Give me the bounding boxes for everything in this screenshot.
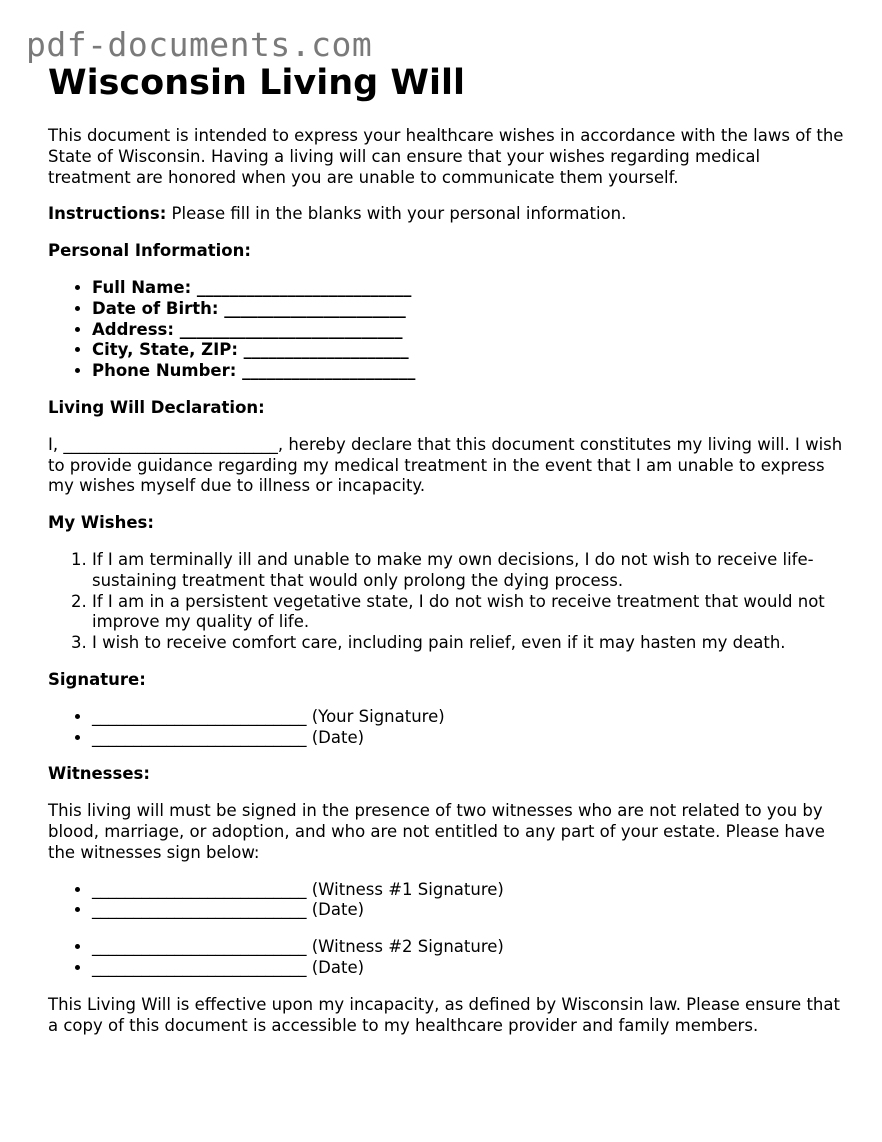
signature-heading: Signature: xyxy=(48,669,146,689)
intro-paragraph: This document is intended to express your healthcare wishes in accordance with the laws of the State of Wisconsin. Having a living will can ensure that your wishes regarding medical treatment are honored when you are unable to communicate them yourself. xyxy=(48,126,844,187)
field-label: Date of Birth: xyxy=(92,298,219,318)
witness-2-list xyxy=(48,937,848,979)
field-label: Address: xyxy=(92,319,174,339)
signature-list xyxy=(48,707,848,749)
instructions-text: Please fill in the blanks with your personal information. xyxy=(166,204,627,224)
witnesses-paragraph: This living will must be signed in the presence of two witnesses who are not related to you by blood, marriage, or adoption, and who are not entitled to any part of your estate. Please have the witnesses sign below: xyxy=(48,801,825,862)
declaration-heading: Living Will Declaration: xyxy=(48,397,265,417)
witness-2-date-line[interactable]: • __________________________ (Date) xyxy=(92,958,848,979)
full-name-field[interactable] xyxy=(92,278,848,299)
declaration-paragraph: I, __________________________, hereby declare that this document constitutes my living will. I wish to provide guidance regarding my medical treatment in the event that I am unable to express my wishes myself due to illness or incapacity. xyxy=(48,434,843,496)
witness-1-signature-line[interactable]: • __________________________ (Witness #1 Signature) xyxy=(92,880,848,901)
field-blank: ______________________ xyxy=(218,298,406,318)
wish-item: 1. If I am terminally ill and unable to make my own decisions, I do not wish to receive life-sustaining treatment that would only prolong the dying process. xyxy=(92,550,848,592)
date-of-birth-field[interactable] xyxy=(92,299,848,320)
closing-paragraph: This Living Will is effective upon my incapacity, as defined by Wisconsin law. Please ensure that a copy of this document is accessible to my healthcare provider and family members. xyxy=(48,994,840,1035)
instructions-paragraph xyxy=(48,204,848,225)
your-signature-line[interactable]: • __________________________ (Your Signature) xyxy=(92,707,848,728)
personal-info-list xyxy=(48,278,848,382)
field-blank: ____________________ xyxy=(237,340,409,360)
wishes-list xyxy=(48,550,848,654)
field-label: Full Name: xyxy=(92,277,192,297)
field-label: City, State, ZIP: xyxy=(92,340,238,360)
personal-info-heading: Personal Information: xyxy=(48,241,251,261)
address-field[interactable] xyxy=(92,320,848,341)
witness-1-list xyxy=(48,880,848,922)
document-page xyxy=(48,62,848,1052)
field-blank: __________________________ xyxy=(191,277,412,297)
page-title: Wisconsin Living Will xyxy=(48,63,465,103)
witness-1-date-line[interactable]: • __________________________ (Date) xyxy=(92,900,848,921)
field-blank: _____________________ xyxy=(236,361,416,381)
wishes-heading: My Wishes: xyxy=(48,513,154,533)
field-label: Phone Number: xyxy=(92,361,237,381)
field-blank: ___________________________ xyxy=(173,319,403,339)
wish-item: 3. I wish to receive comfort care, including pain relief, even if it may hasten my death. xyxy=(92,633,848,654)
witness-2-signature-line[interactable]: • __________________________ (Witness #2 Signature) xyxy=(92,937,848,958)
signature-date-line[interactable]: • __________________________ (Date) xyxy=(92,728,848,749)
city-state-zip-field[interactable] xyxy=(92,340,848,361)
phone-number-field[interactable] xyxy=(92,361,848,382)
witnesses-heading: Witnesses: xyxy=(48,764,150,784)
watermark: pdf-documents.com xyxy=(26,25,373,64)
instructions-label: Instructions: xyxy=(48,204,167,224)
wish-item: 2. If I am in a persistent vegetative state, I do not wish to receive treatment that would not improve my quality of life. xyxy=(92,592,848,634)
